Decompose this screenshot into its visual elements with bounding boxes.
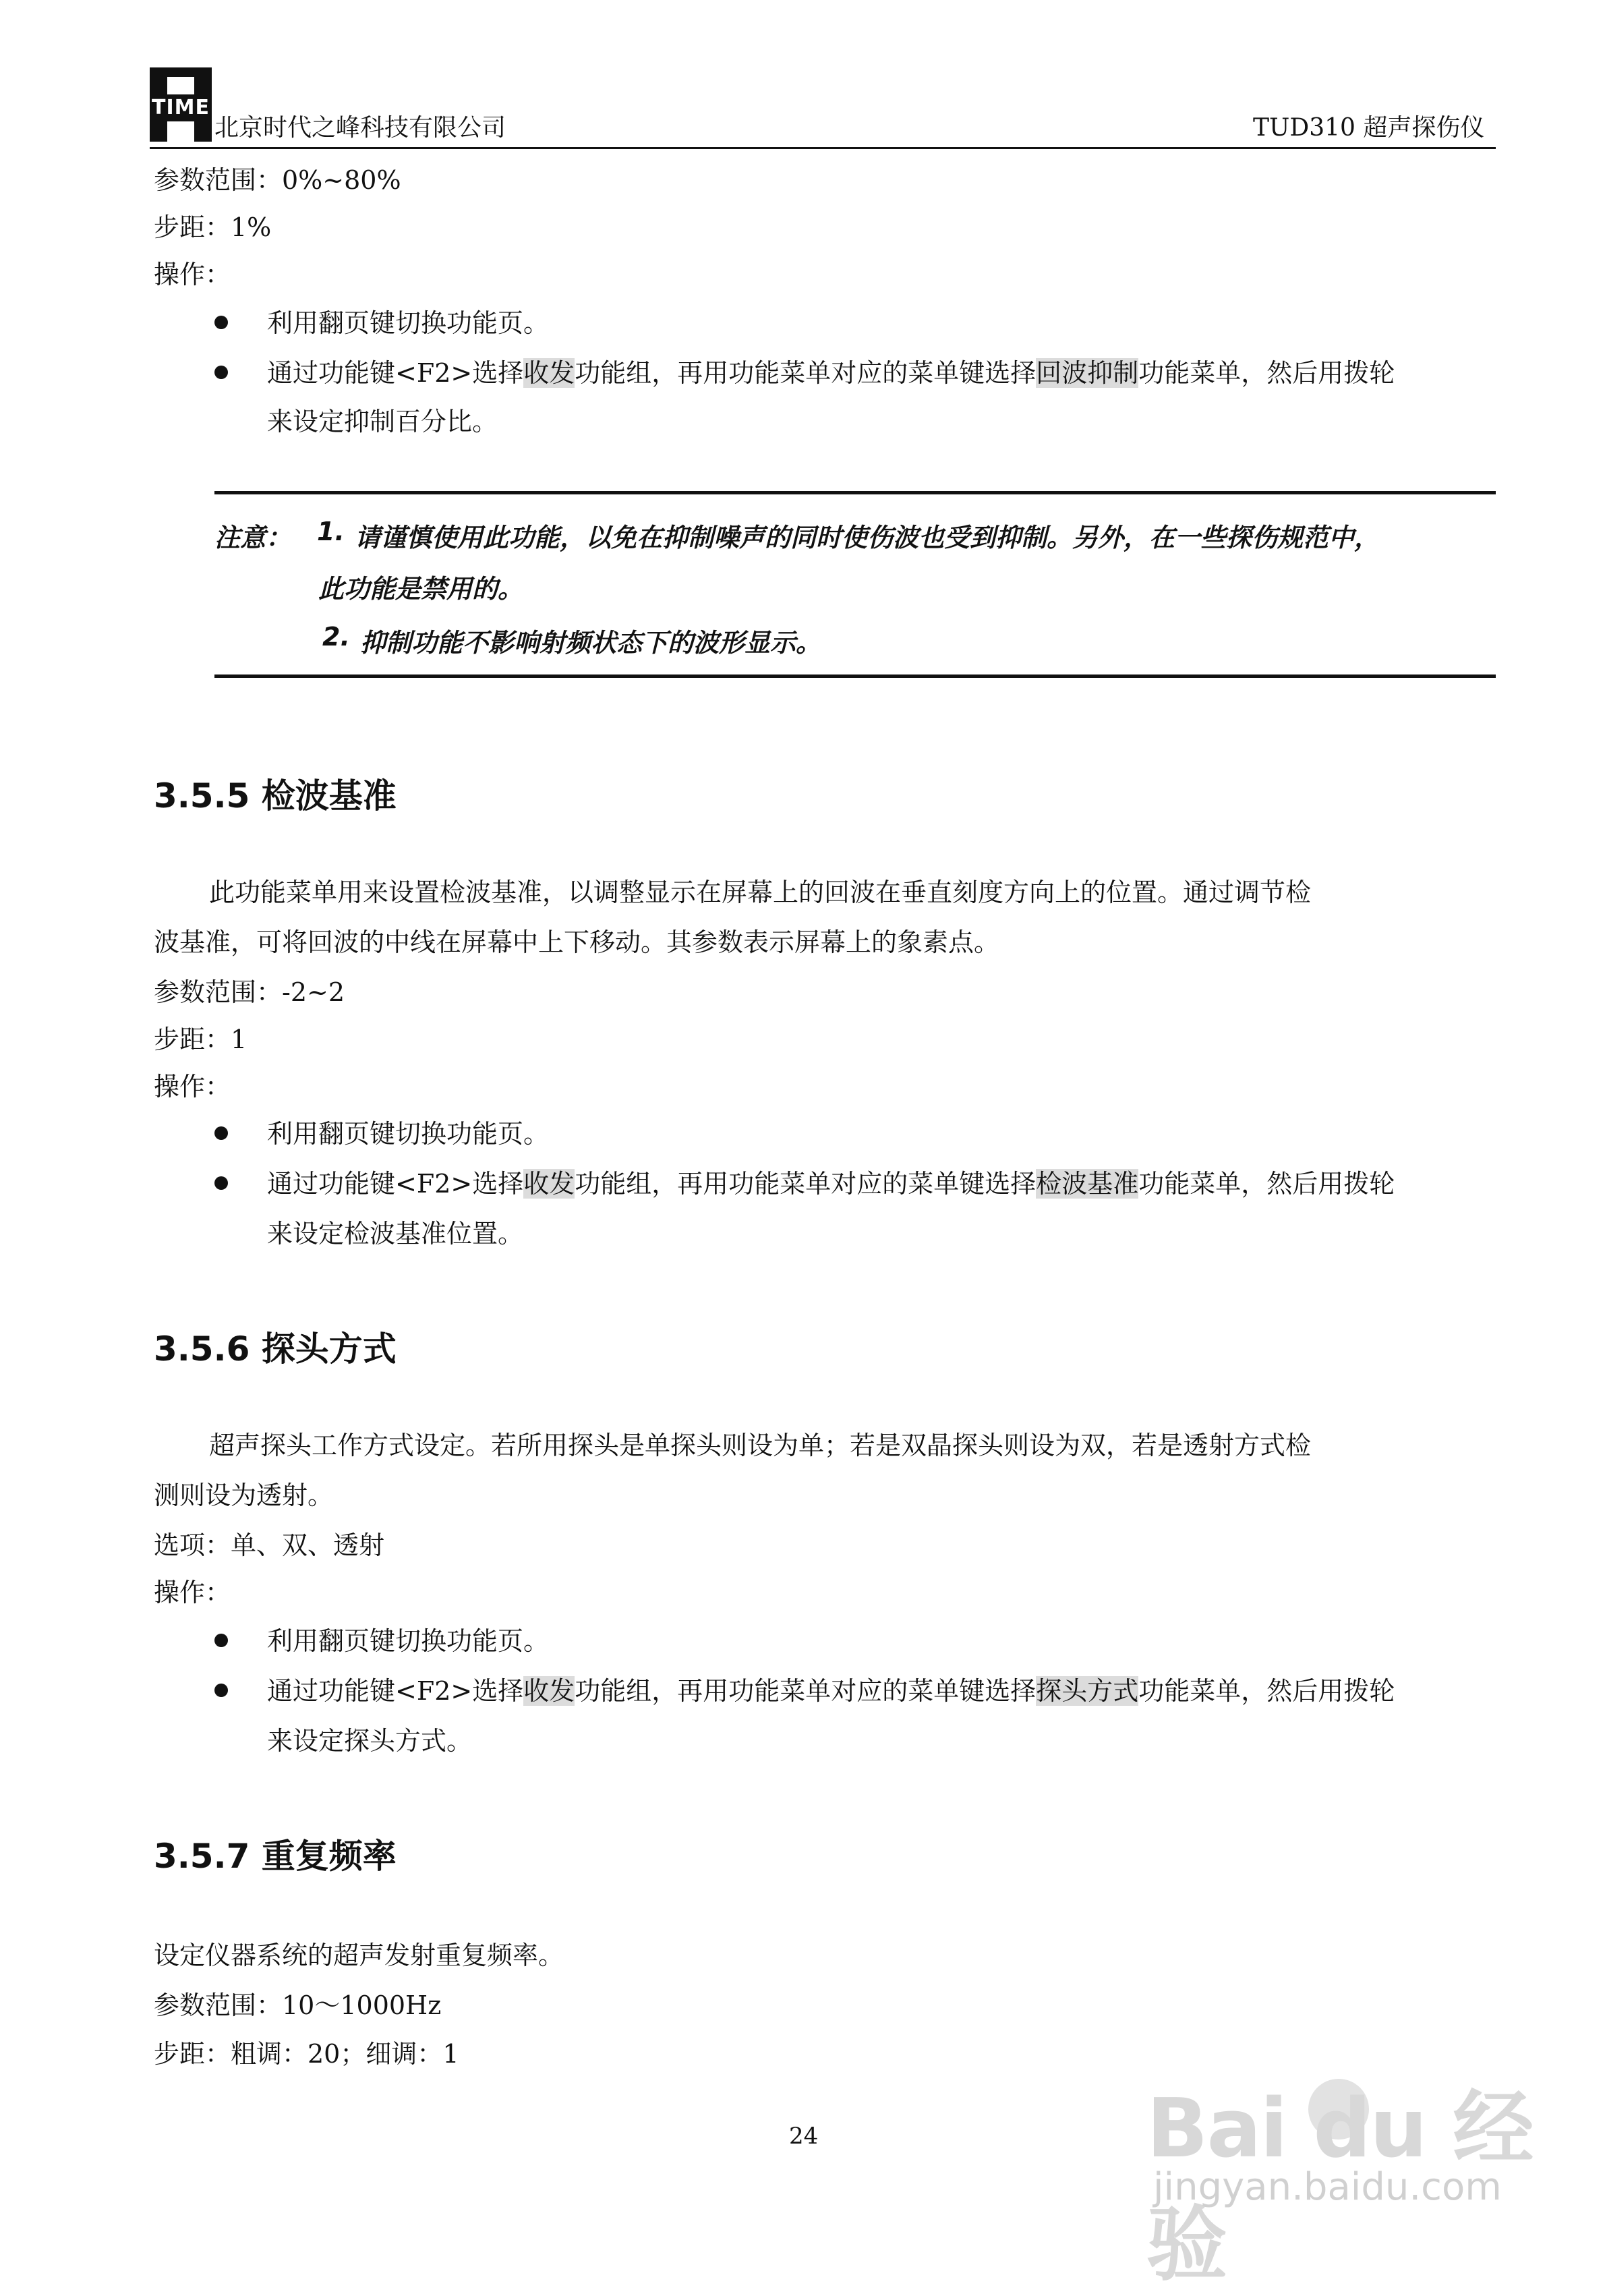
- page-number: 24: [789, 2123, 819, 2150]
- bullet2-356-cont: 来设定探头方式。: [267, 1726, 473, 1756]
- note-top-rule: [214, 491, 1496, 494]
- param-range-357: 参数范围：10～1000Hz: [154, 1990, 442, 2020]
- bullet-icon: [214, 1126, 228, 1140]
- bullet-icon: [214, 316, 228, 329]
- param-range-355: 参数范围：-2~2: [154, 977, 345, 1007]
- options-356: 选项：单、双、透射: [154, 1530, 385, 1560]
- note-label: 注意：: [214, 523, 292, 552]
- heading-357: 3.5.7 重复频率: [154, 1837, 397, 1876]
- bullet-icon: [214, 366, 228, 379]
- header-rule: [150, 147, 1496, 149]
- note-item1-line2: 此功能是禁用的。: [318, 574, 524, 604]
- note-bottom-rule: [214, 675, 1496, 678]
- header-company: 北京时代之峰科技有限公司: [214, 114, 506, 142]
- param-range-354: 参数范围：0%~80%: [154, 165, 401, 195]
- operation-label-354: 操作：: [154, 260, 231, 289]
- company-logo: [150, 67, 212, 142]
- para-357: 设定仪器系统的超声发射重复频率。: [154, 1941, 564, 1970]
- baidu-watermark: [1146, 2064, 1551, 2292]
- bullet2-355: 通过功能键<F2>选择收发功能组，再用功能菜单对应的菜单键选择检波基准功能菜单，然后用拨轮: [267, 1169, 1395, 1199]
- bullet-icon: [214, 1684, 228, 1697]
- watermark-brand: Bai du 经验: [1146, 2082, 1533, 2292]
- note-item1-num: 1.: [317, 517, 345, 546]
- bullet1-356: 利用翻页键切换功能页。: [267, 1626, 550, 1656]
- note-item2-num: 2.: [322, 622, 350, 652]
- bullet-icon: [214, 1176, 228, 1190]
- heading-355: 3.5.5 检波基准: [154, 776, 397, 815]
- step-357: 步距：粗调：20；细调：1: [154, 2039, 459, 2069]
- note-item1-line1: 请谨慎使用此功能，以免在抑制噪声的同时使伤波也受到抑制。另外，在一些探伤规范中，: [355, 523, 1380, 552]
- heading-356: 3.5.6 探头方式: [154, 1329, 397, 1369]
- bullet2-356: 通过功能键<F2>选择收发功能组，再用功能菜单对应的菜单键选择探头方式功能菜单，然后用拨轮: [267, 1676, 1395, 1706]
- note-item2: 抑制功能不影响射频状态下的波形显示。: [360, 628, 822, 658]
- bullet2-355-cont: 来设定检波基准位置。: [267, 1219, 524, 1249]
- step-355: 步距：1: [154, 1025, 247, 1054]
- para-356-line1: 超声探头工作方式设定。若所用探头是单探头则设为单；若是双晶探头则设为双，若是透射方式检: [209, 1431, 1312, 1460]
- bullet2-354: 通过功能键<F2>选择收发功能组，再用功能菜单对应的菜单键选择回波抑制功能菜单，然后用拨轮: [267, 358, 1395, 388]
- logo-text: TIME: [150, 94, 212, 121]
- bullet1-355: 利用翻页键切换功能页。: [267, 1119, 550, 1149]
- operation-label-356: 操作：: [154, 1578, 231, 1607]
- operation-label-355: 操作：: [154, 1072, 231, 1101]
- para-355-line2: 波基准，可将回波的中线在屏幕中上下移动。其参数表示屏幕上的象素点。: [154, 927, 1000, 957]
- para-356-line2: 测则设为透射。: [154, 1481, 334, 1510]
- bullet2-354-cont: 来设定抑制百分比。: [267, 407, 498, 436]
- watermark-url: jingyan.baidu.com: [1153, 2165, 1502, 2209]
- para-355-line1: 此功能菜单用来设置检波基准，以调整显示在屏幕上的回波在垂直刻度方向上的位置。通过调节检: [209, 878, 1312, 907]
- bullet1-354: 利用翻页键切换功能页。: [267, 308, 550, 338]
- step-354: 步距：1%: [154, 212, 272, 242]
- header-product: TUD310 超声探伤仪: [1253, 114, 1485, 142]
- bullet-icon: [214, 1634, 228, 1647]
